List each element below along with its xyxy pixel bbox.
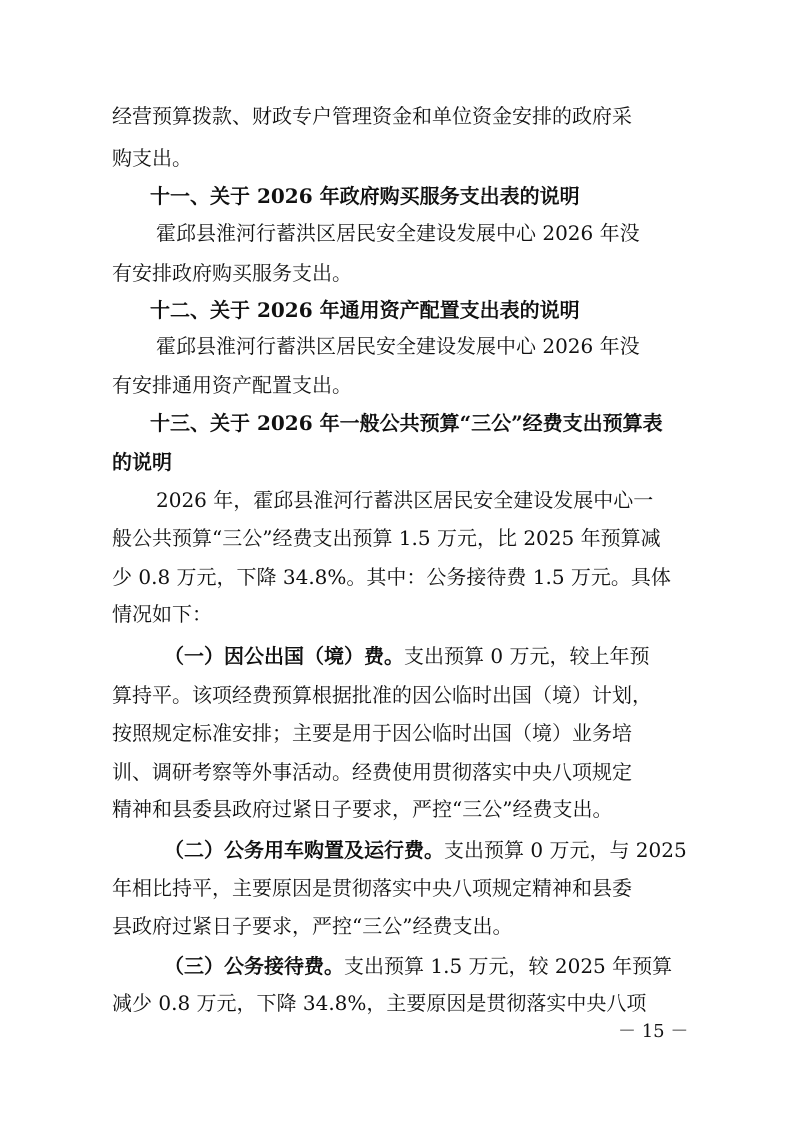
subsection-title: （二）公务用车购置及运行费。 — [164, 838, 444, 862]
text-line: 有安排政府购买服务支出。 — [112, 261, 352, 285]
text-line: 训、调研考察等外事活动。经费使用贯彻落实中央八项规定 — [112, 760, 632, 784]
text-line: 霍邱县淮河行蓄洪区居民安全建设发展中心 2026 年没 — [156, 334, 640, 358]
text-line: 少 0.8 万元，下降 34.8%。其中：公务接待费 1.5 万元。具体 — [112, 565, 671, 589]
subsection-text: 支出预算 0 万元，与 2025 — [444, 838, 687, 862]
subsection-text: 支出预算 1.5 万元，较 2025 年预算 — [344, 954, 673, 978]
subsection-title: （一）因公出国（境）费。 — [164, 644, 404, 668]
text-line: 有安排通用资产配置支出。 — [112, 373, 352, 397]
section-heading: 十一、关于 2026 年政府购买服务支出表的说明 — [150, 184, 580, 208]
subsection-paragraph-first-line — [164, 640, 793, 672]
text-line: 经营预算拨款、财政专户管理资金和单位资金安排的政府采 — [112, 104, 632, 128]
text-line: 算持平。该项经费预算根据批准的因公临时出国（境）计划， — [112, 683, 652, 707]
text-line: 年相比持平，主要原因是贯彻落实中央八项规定精神和县委 — [112, 876, 632, 900]
section-heading: 十二、关于 2026 年通用资产配置支出表的说明 — [150, 298, 580, 322]
section-heading: 十三、关于 2026 年一般公共预算“三公”经费支出预算表 — [150, 411, 663, 435]
subsection-paragraph-first-line — [164, 950, 793, 982]
text-line: 精神和县委县政府过紧日子要求，严控“三公”经费支出。 — [112, 797, 613, 821]
subsection-text: 支出预算 0 万元，较上年预 — [404, 644, 650, 668]
subsection-title: （三）公务接待费。 — [164, 954, 344, 978]
section-heading-continued: 的说明 — [112, 450, 172, 474]
text-line: 购支出。 — [112, 146, 192, 170]
text-line: 减少 0.8 万元，下降 34.8%，主要原因是贯彻落实中央八项 — [112, 991, 647, 1015]
page-number: － 15 － — [618, 1021, 689, 1042]
text-line: 情况如下： — [112, 602, 212, 626]
subsection-paragraph-first-line — [164, 834, 793, 866]
text-line: 般公共预算“三公”经费支出预算 1.5 万元，比 2025 年预算减 — [112, 526, 661, 550]
text-line: 按照规定标准安排；主要是用于因公临时出国（境）业务培 — [112, 721, 632, 745]
text-line: 县政府过紧日子要求，严控“三公”经费支出。 — [112, 914, 513, 938]
text-line: 2026 年，霍邱县淮河行蓄洪区居民安全建设发展中心一 — [156, 488, 654, 512]
text-line: 霍邱县淮河行蓄洪区居民安全建设发展中心 2026 年没 — [156, 221, 640, 245]
